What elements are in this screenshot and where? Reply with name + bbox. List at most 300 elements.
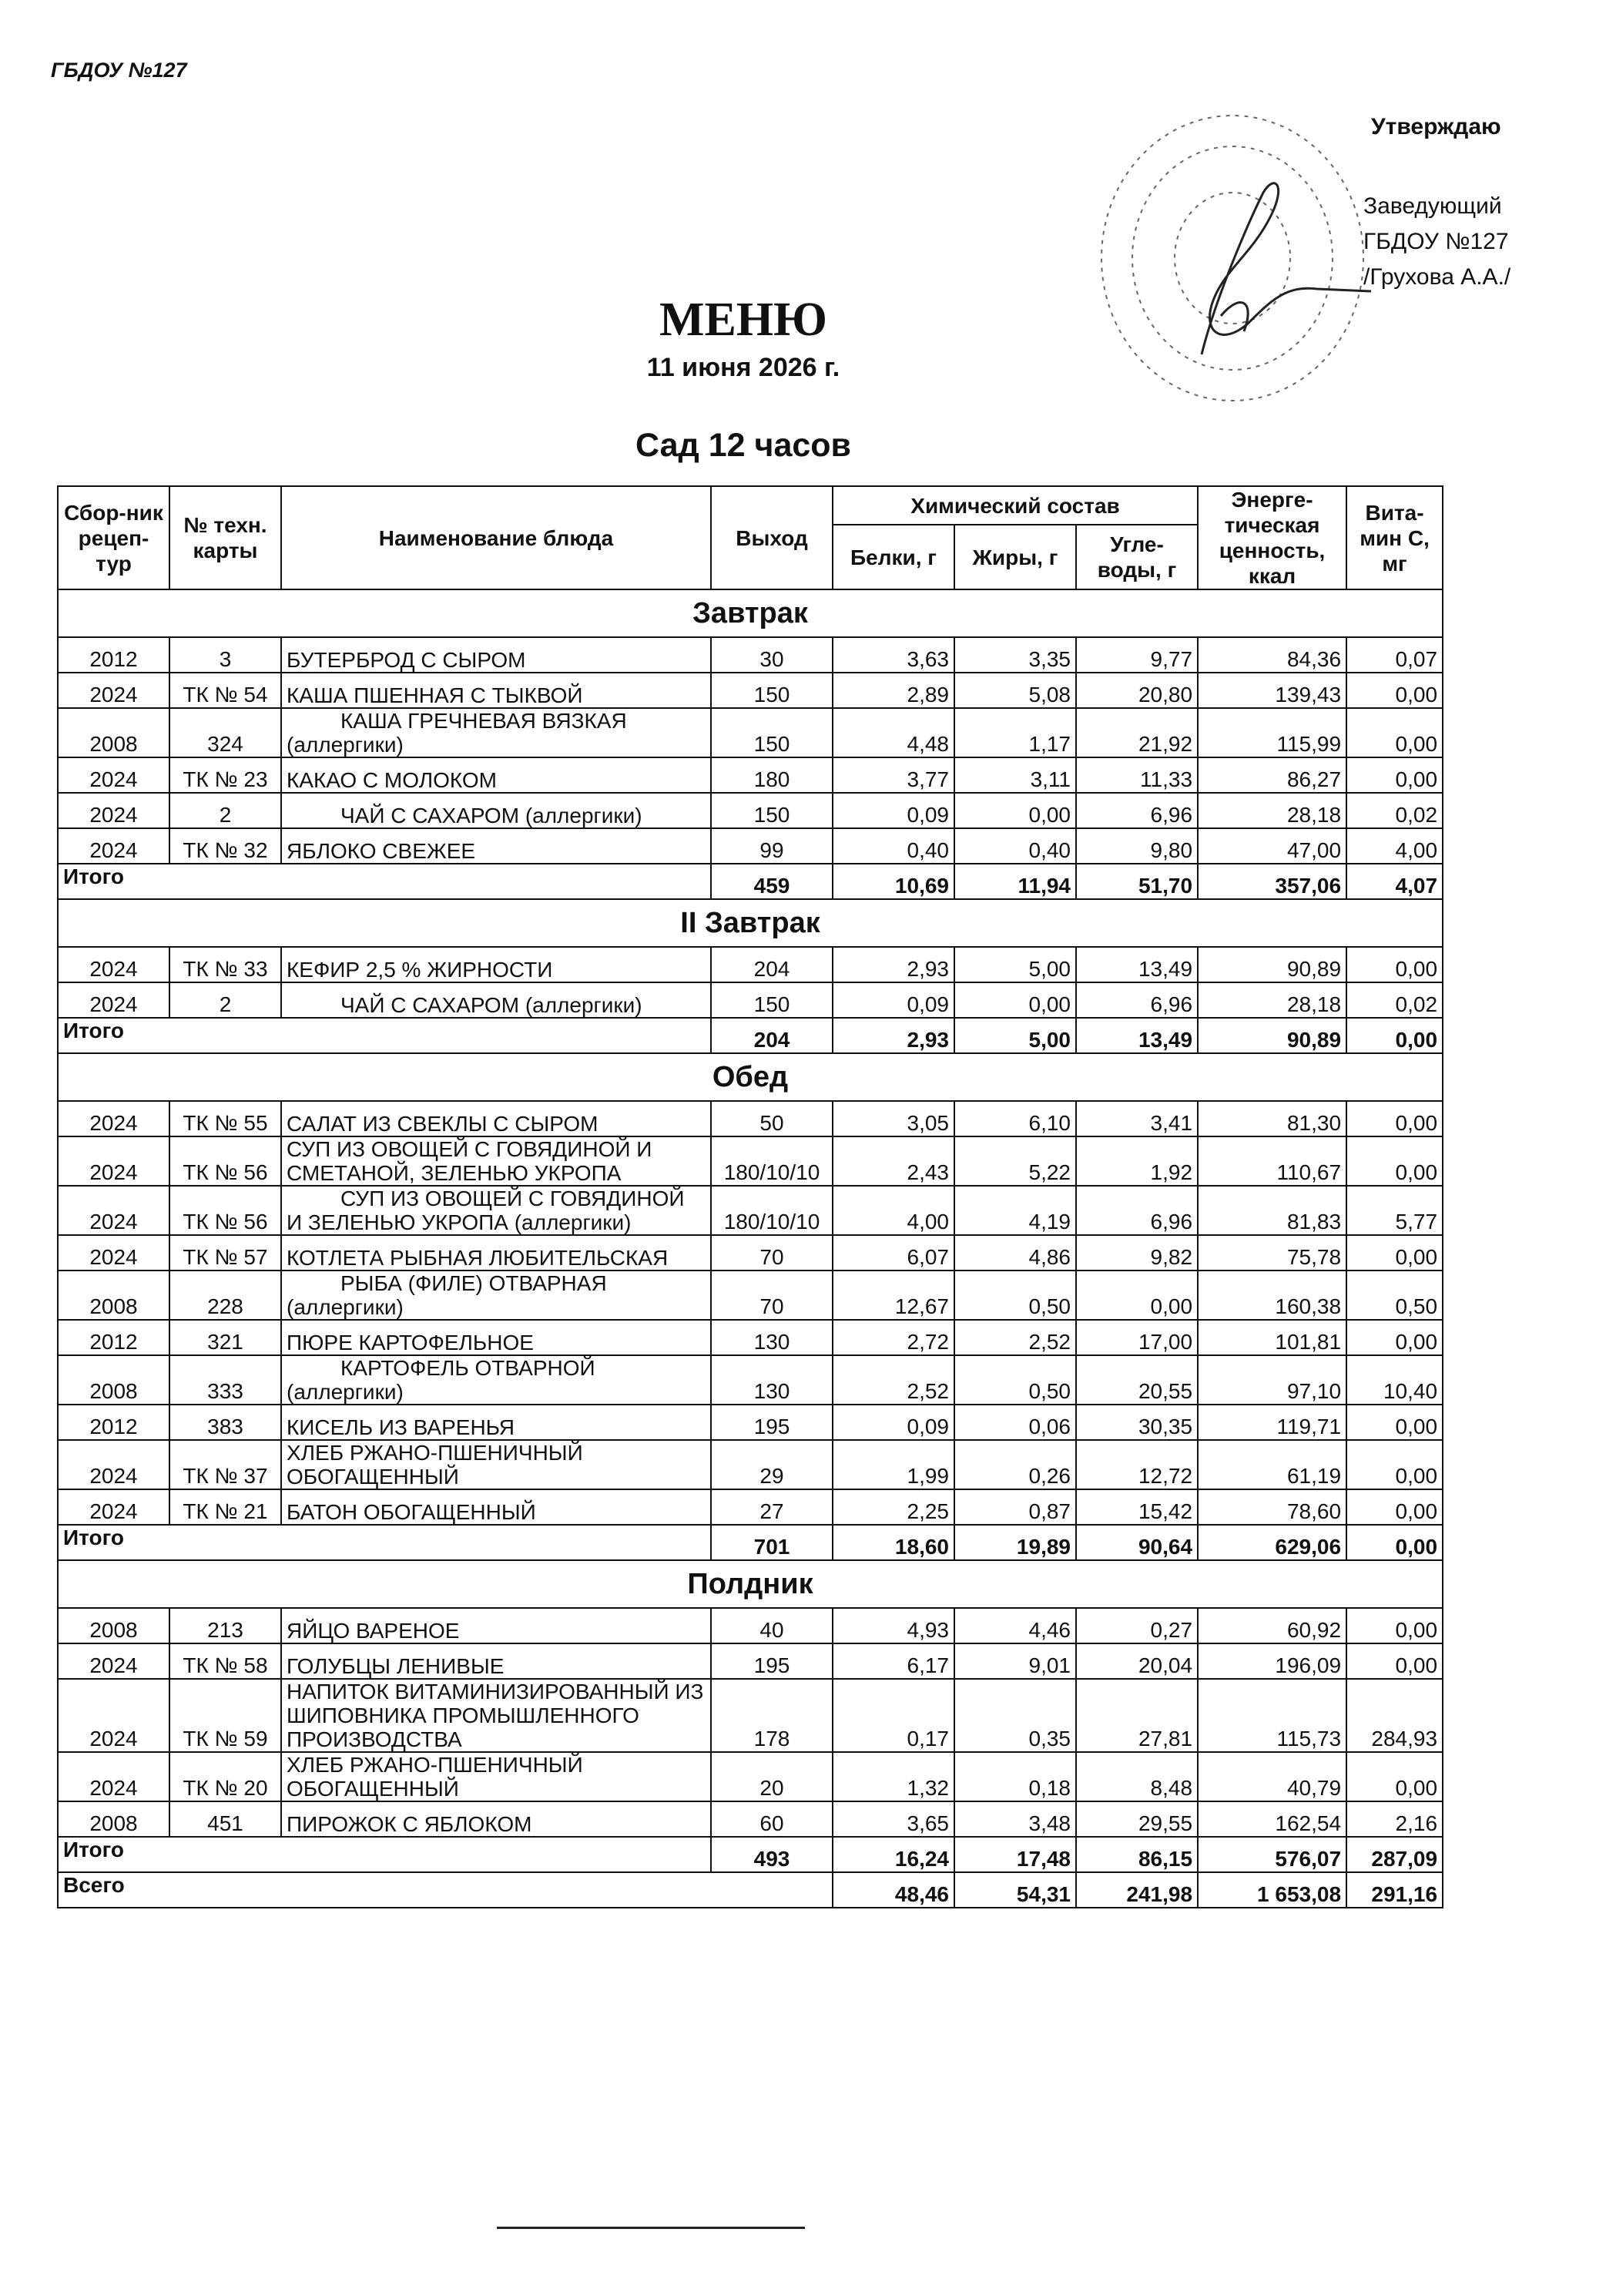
total-label: Итого <box>58 1525 281 1560</box>
dish-name: НАПИТОК ВИТАМИНИЗИРОВАННЫЙ ИЗ ШИПОВНИКА ПРОМЫШЛЕННОГО ПРОИЗВОДСТВА <box>281 1679 711 1752</box>
dish-yield: 180 <box>711 757 833 793</box>
dish-yield: 70 <box>711 1271 833 1320</box>
dish-protein: 3,63 <box>833 637 954 673</box>
dish-name: ГОЛУБЦЫ ЛЕНИВЫЕ <box>281 1643 711 1679</box>
dish-name: ЧАЙ С САХАРОМ (аллергики) <box>281 793 711 828</box>
dish-carbs: 20,04 <box>1076 1643 1198 1679</box>
dish-yield: 20 <box>711 1752 833 1801</box>
dish-row <box>58 828 1443 864</box>
dish-row <box>58 637 1443 673</box>
dish-protein: 2,93 <box>833 947 954 982</box>
dish-name: КАКАО С МОЛОКОМ <box>281 757 711 793</box>
total-vitamin-c: 0,00 <box>1346 1525 1443 1560</box>
dish-fat: 0,40 <box>954 828 1076 864</box>
col-vitamin-c: Вита-мин С, мг <box>1346 486 1443 589</box>
tech-card-number: ТК № 58 <box>169 1643 281 1679</box>
dish-energy: 75,78 <box>1198 1235 1346 1271</box>
dish-fat: 0,00 <box>954 793 1076 828</box>
dish-carbs: 11,33 <box>1076 757 1198 793</box>
dish-yield: 99 <box>711 828 833 864</box>
dish-name: КАРТОФЕЛЬ ОТВАРНОЙ (аллергики) <box>281 1355 711 1405</box>
tech-card-number: ТК № 54 <box>169 673 281 708</box>
dish-energy: 115,73 <box>1198 1679 1346 1752</box>
total-fat: 5,00 <box>954 1018 1076 1053</box>
total-energy: 357,06 <box>1198 864 1346 899</box>
dish-name: ЯБЛОКО СВЕЖЕЕ <box>281 828 711 864</box>
total-yield: 701 <box>711 1525 833 1560</box>
dish-energy: 47,00 <box>1198 828 1346 864</box>
dish-yield: 195 <box>711 1405 833 1440</box>
dish-protein: 3,65 <box>833 1801 954 1837</box>
dish-fat: 5,00 <box>954 947 1076 982</box>
col-carbs: Угле-воды, г <box>1076 525 1198 589</box>
approver-name: /Грухова А.А./ <box>1363 264 1511 290</box>
dish-protein: 2,89 <box>833 673 954 708</box>
dish-energy: 115,99 <box>1198 708 1346 757</box>
doc-date: 11 июня 2026 г. <box>646 353 840 382</box>
dish-carbs: 15,42 <box>1076 1489 1198 1525</box>
dish-fat: 0,06 <box>954 1405 1076 1440</box>
grand-total-spacer <box>281 1872 833 1908</box>
dish-energy: 160,38 <box>1198 1271 1346 1320</box>
dish-protein: 12,67 <box>833 1271 954 1320</box>
recipe-year: 2024 <box>58 1489 169 1525</box>
grand-total-label: Всего <box>58 1872 281 1908</box>
dish-protein: 0,09 <box>833 982 954 1018</box>
total-fat: 11,94 <box>954 864 1076 899</box>
total-label: Итого <box>58 1018 281 1053</box>
dish-row <box>58 1643 1443 1679</box>
section-total-row <box>58 864 1443 899</box>
dish-vitamin-c: 0,00 <box>1346 1136 1443 1186</box>
grand-total-row <box>58 1872 1443 1908</box>
dish-protein: 2,52 <box>833 1355 954 1405</box>
col-energy: Энерге-тическая ценность, ккал <box>1198 486 1346 589</box>
col-tech-card: № техн. карты <box>169 486 281 589</box>
total-carbs: 51,70 <box>1076 864 1198 899</box>
total-vitamin-c: 287,09 <box>1346 1837 1443 1872</box>
dish-row <box>58 708 1443 757</box>
tech-card-number: ТК № 32 <box>169 828 281 864</box>
dish-carbs: 12,72 <box>1076 1440 1198 1489</box>
dish-carbs: 27,81 <box>1076 1679 1198 1752</box>
recipe-year: 2024 <box>58 1752 169 1801</box>
dish-name: САЛАТ ИЗ СВЕКЛЫ С СЫРОМ <box>281 1101 711 1136</box>
grand-total-fat: 54,31 <box>954 1872 1076 1908</box>
tech-card-number: ТК № 37 <box>169 1440 281 1489</box>
approver-position: Заведующий <box>1363 193 1502 219</box>
dish-vitamin-c: 4,00 <box>1346 828 1443 864</box>
dish-carbs: 9,82 <box>1076 1235 1198 1271</box>
dish-fat: 4,86 <box>954 1235 1076 1271</box>
total-vitamin-c: 4,07 <box>1346 864 1443 899</box>
dish-energy: 90,89 <box>1198 947 1346 982</box>
dish-fat: 9,01 <box>954 1643 1076 1679</box>
dish-carbs: 30,35 <box>1076 1405 1198 1440</box>
total-spacer <box>281 864 711 899</box>
approver-org: ГБДОУ №127 <box>1363 229 1509 254</box>
dish-energy: 78,60 <box>1198 1489 1346 1525</box>
dish-row <box>58 1679 1443 1752</box>
dish-vitamin-c: 0,00 <box>1346 673 1443 708</box>
dish-row <box>58 1440 1443 1489</box>
dish-protein: 2,25 <box>833 1489 954 1525</box>
tech-card-number: ТК № 33 <box>169 947 281 982</box>
dish-fat: 3,11 <box>954 757 1076 793</box>
dish-fat: 2,52 <box>954 1320 1076 1355</box>
col-dish-name: Наименование блюда <box>281 486 711 589</box>
dish-name: КЕФИР 2,5 % ЖИРНОСТИ <box>281 947 711 982</box>
dish-yield: 150 <box>711 708 833 757</box>
dish-energy: 81,30 <box>1198 1101 1346 1136</box>
dish-fat: 4,46 <box>954 1608 1076 1643</box>
col-collection: Сбор-ник рецеп-тур <box>58 486 169 589</box>
dish-vitamin-c: 0,07 <box>1346 637 1443 673</box>
dish-row <box>58 947 1443 982</box>
dish-row <box>58 982 1443 1018</box>
dish-fat: 4,19 <box>954 1186 1076 1235</box>
dish-energy: 196,09 <box>1198 1643 1346 1679</box>
org-name: ГБДОУ №127 <box>51 59 187 82</box>
dish-vitamin-c: 0,00 <box>1346 1405 1443 1440</box>
recipe-year: 2008 <box>58 1608 169 1643</box>
dish-row <box>58 1136 1443 1186</box>
dish-vitamin-c: 0,00 <box>1346 1101 1443 1136</box>
dish-yield: 150 <box>711 673 833 708</box>
recipe-year: 2024 <box>58 1643 169 1679</box>
dish-energy: 84,36 <box>1198 637 1346 673</box>
section-header-row <box>58 1053 1443 1101</box>
tech-card-number: ТК № 21 <box>169 1489 281 1525</box>
recipe-year: 2024 <box>58 828 169 864</box>
section-total-row <box>58 1525 1443 1560</box>
total-yield: 493 <box>711 1837 833 1872</box>
dish-energy: 101,81 <box>1198 1320 1346 1355</box>
dish-name: СУП ИЗ ОВОЩЕЙ С ГОВЯДИНОЙ И СМЕТАНОЙ, ЗЕЛЕНЬЮ УКРОПА <box>281 1136 711 1186</box>
dish-yield: 180/10/10 <box>711 1186 833 1235</box>
total-yield: 459 <box>711 864 833 899</box>
dish-yield: 29 <box>711 1440 833 1489</box>
dish-fat: 0,87 <box>954 1489 1076 1525</box>
grand-total-energy: 1 653,08 <box>1198 1872 1346 1908</box>
dish-carbs: 6,96 <box>1076 1186 1198 1235</box>
doc-group: Сад 12 часов <box>635 427 851 464</box>
dish-carbs: 1,92 <box>1076 1136 1198 1186</box>
dish-protein: 2,43 <box>833 1136 954 1186</box>
dish-protein: 0,40 <box>833 828 954 864</box>
total-label: Итого <box>58 864 281 899</box>
dish-protein: 3,05 <box>833 1101 954 1136</box>
dish-row <box>58 1801 1443 1837</box>
dish-carbs: 6,96 <box>1076 982 1198 1018</box>
dish-protein: 2,72 <box>833 1320 954 1355</box>
section-header-row <box>58 1560 1443 1608</box>
dish-vitamin-c: 284,93 <box>1346 1679 1443 1752</box>
dish-vitamin-c: 2,16 <box>1346 1801 1443 1837</box>
approve-label: Утверждаю <box>1371 114 1501 139</box>
dish-vitamin-c: 0,00 <box>1346 708 1443 757</box>
dish-yield: 130 <box>711 1355 833 1405</box>
total-fat: 19,89 <box>954 1525 1076 1560</box>
dish-protein: 4,93 <box>833 1608 954 1643</box>
dish-row <box>58 1752 1443 1801</box>
dish-fat: 3,35 <box>954 637 1076 673</box>
total-spacer <box>281 1837 711 1872</box>
tech-card-number: ТК № 56 <box>169 1186 281 1235</box>
section-title: Завтрак <box>58 589 1443 637</box>
dish-carbs: 20,80 <box>1076 673 1198 708</box>
dish-carbs: 21,92 <box>1076 708 1198 757</box>
dish-yield: 30 <box>711 637 833 673</box>
dish-fat: 0,50 <box>954 1355 1076 1405</box>
recipe-year: 2024 <box>58 793 169 828</box>
total-energy: 576,07 <box>1198 1837 1346 1872</box>
dish-energy: 28,18 <box>1198 793 1346 828</box>
tech-card-number: 2 <box>169 982 281 1018</box>
tech-card-number: 383 <box>169 1405 281 1440</box>
dish-yield: 180/10/10 <box>711 1136 833 1186</box>
dish-fat: 1,17 <box>954 708 1076 757</box>
dish-row <box>58 1608 1443 1643</box>
total-protein: 10,69 <box>833 864 954 899</box>
total-yield: 204 <box>711 1018 833 1053</box>
recipe-year: 2012 <box>58 637 169 673</box>
tech-card-number: 451 <box>169 1801 281 1837</box>
dish-row <box>58 1235 1443 1271</box>
dish-yield: 40 <box>711 1608 833 1643</box>
dish-vitamin-c: 0,00 <box>1346 757 1443 793</box>
dish-name: КОТЛЕТА РЫБНАЯ ЛЮБИТЕЛЬСКАЯ <box>281 1235 711 1271</box>
dish-carbs: 20,55 <box>1076 1355 1198 1405</box>
tech-card-number: 321 <box>169 1320 281 1355</box>
dish-fat: 6,10 <box>954 1101 1076 1136</box>
recipe-year: 2012 <box>58 1405 169 1440</box>
dish-name: КАША ПШЕННАЯ С ТЫКВОЙ <box>281 673 711 708</box>
section-header-row <box>58 589 1443 637</box>
dish-row <box>58 793 1443 828</box>
dish-protein: 0,17 <box>833 1679 954 1752</box>
tech-card-number: 213 <box>169 1608 281 1643</box>
dish-energy: 28,18 <box>1198 982 1346 1018</box>
dish-vitamin-c: 0,00 <box>1346 947 1443 982</box>
grand-total-vitamin-c: 291,16 <box>1346 1872 1443 1908</box>
dish-vitamin-c: 0,00 <box>1346 1643 1443 1679</box>
dish-yield: 27 <box>711 1489 833 1525</box>
total-energy: 629,06 <box>1198 1525 1346 1560</box>
dish-protein: 4,48 <box>833 708 954 757</box>
dish-vitamin-c: 0,00 <box>1346 1320 1443 1355</box>
dish-fat: 0,26 <box>954 1440 1076 1489</box>
dish-name: ПЮРЕ КАРТОФЕЛЬНОЕ <box>281 1320 711 1355</box>
col-protein: Белки, г <box>833 525 954 589</box>
dish-fat: 3,48 <box>954 1801 1076 1837</box>
dish-carbs: 6,96 <box>1076 793 1198 828</box>
recipe-year: 2008 <box>58 1271 169 1320</box>
section-total-row <box>58 1837 1443 1872</box>
dish-protein: 4,00 <box>833 1186 954 1235</box>
approver-block <box>1363 189 1510 295</box>
col-yield: Выход <box>711 486 833 589</box>
dish-row <box>58 1101 1443 1136</box>
dish-row <box>58 1186 1443 1235</box>
dish-name: ЯЙЦО ВАРЕНОЕ <box>281 1608 711 1643</box>
dish-vitamin-c: 10,40 <box>1346 1355 1443 1405</box>
dish-energy: 61,19 <box>1198 1440 1346 1489</box>
dish-vitamin-c: 5,77 <box>1346 1186 1443 1235</box>
section-title: Обед <box>58 1053 1443 1101</box>
dish-fat: 0,50 <box>954 1271 1076 1320</box>
tech-card-number: ТК № 57 <box>169 1235 281 1271</box>
tech-card-number: ТК № 59 <box>169 1679 281 1752</box>
dish-yield: 178 <box>711 1679 833 1752</box>
total-energy: 90,89 <box>1198 1018 1346 1053</box>
dish-vitamin-c: 0,02 <box>1346 793 1443 828</box>
dish-row <box>58 1355 1443 1405</box>
dish-fat: 0,00 <box>954 982 1076 1018</box>
recipe-year: 2024 <box>58 1101 169 1136</box>
dish-row <box>58 1271 1443 1320</box>
section-total-row <box>58 1018 1443 1053</box>
dish-energy: 119,71 <box>1198 1405 1346 1440</box>
dish-protein: 6,17 <box>833 1643 954 1679</box>
dish-row <box>58 673 1443 708</box>
dish-fat: 0,35 <box>954 1679 1076 1752</box>
dish-yield: 130 <box>711 1320 833 1355</box>
signature-line <box>497 2227 805 2229</box>
dish-vitamin-c: 0,00 <box>1346 1489 1443 1525</box>
dish-vitamin-c: 0,50 <box>1346 1271 1443 1320</box>
recipe-year: 2012 <box>58 1320 169 1355</box>
dish-protein: 3,77 <box>833 757 954 793</box>
total-spacer <box>281 1525 711 1560</box>
col-chem-composition: Химический состав <box>833 486 1198 525</box>
total-protein: 18,60 <box>833 1525 954 1560</box>
recipe-year: 2024 <box>58 1679 169 1752</box>
recipe-year: 2008 <box>58 1801 169 1837</box>
dish-carbs: 9,80 <box>1076 828 1198 864</box>
menu-table-body <box>58 589 1443 1908</box>
dish-protein: 0,09 <box>833 793 954 828</box>
dish-energy: 86,27 <box>1198 757 1346 793</box>
dish-yield: 50 <box>711 1101 833 1136</box>
dish-fat: 5,08 <box>954 673 1076 708</box>
grand-total-carbs: 241,98 <box>1076 1872 1198 1908</box>
section-header-row <box>58 899 1443 947</box>
dish-carbs: 17,00 <box>1076 1320 1198 1355</box>
dish-name: ХЛЕБ РЖАНО-ПШЕНИЧНЫЙ ОБОГАЩЕННЫЙ <box>281 1752 711 1801</box>
dish-protein: 1,99 <box>833 1440 954 1489</box>
section-title: II Завтрак <box>58 899 1443 947</box>
dish-carbs: 9,77 <box>1076 637 1198 673</box>
recipe-year: 2024 <box>58 757 169 793</box>
col-fat: Жиры, г <box>954 525 1076 589</box>
dish-name: КИСЕЛЬ ИЗ ВАРЕНЬЯ <box>281 1405 711 1440</box>
dish-vitamin-c: 0,02 <box>1346 982 1443 1018</box>
tech-card-number: 3 <box>169 637 281 673</box>
dish-protein: 0,09 <box>833 1405 954 1440</box>
dish-yield: 204 <box>711 947 833 982</box>
dish-row <box>58 757 1443 793</box>
dish-energy: 81,83 <box>1198 1186 1346 1235</box>
recipe-year: 2024 <box>58 1235 169 1271</box>
recipe-year: 2024 <box>58 1440 169 1489</box>
dish-name: ЧАЙ С САХАРОМ (аллергики) <box>281 982 711 1018</box>
dish-protein: 1,32 <box>833 1752 954 1801</box>
dish-vitamin-c: 0,00 <box>1346 1608 1443 1643</box>
section-title: Полдник <box>58 1560 1443 1608</box>
dish-yield: 150 <box>711 982 833 1018</box>
menu-table <box>57 485 1443 1908</box>
total-carbs: 13,49 <box>1076 1018 1198 1053</box>
tech-card-number: ТК № 20 <box>169 1752 281 1801</box>
dish-carbs: 13,49 <box>1076 947 1198 982</box>
tech-card-number: 2 <box>169 793 281 828</box>
dish-carbs: 0,00 <box>1076 1271 1198 1320</box>
dish-name: СУП ИЗ ОВОЩЕЙ С ГОВЯДИНОЙ И ЗЕЛЕНЬЮ УКРОПА (аллергики) <box>281 1186 711 1235</box>
tech-card-number: 333 <box>169 1355 281 1405</box>
total-protein: 16,24 <box>833 1837 954 1872</box>
dish-fat: 5,22 <box>954 1136 1076 1186</box>
dish-yield: 70 <box>711 1235 833 1271</box>
recipe-year: 2024 <box>58 1136 169 1186</box>
dish-fat: 0,18 <box>954 1752 1076 1801</box>
recipe-year: 2024 <box>58 947 169 982</box>
dish-row <box>58 1405 1443 1440</box>
recipe-year: 2008 <box>58 708 169 757</box>
dish-yield: 60 <box>711 1801 833 1837</box>
dish-energy: 139,43 <box>1198 673 1346 708</box>
dish-yield: 195 <box>711 1643 833 1679</box>
dish-energy: 110,67 <box>1198 1136 1346 1186</box>
dish-row <box>58 1489 1443 1525</box>
total-spacer <box>281 1018 711 1053</box>
recipe-year: 2024 <box>58 982 169 1018</box>
tech-card-number: ТК № 23 <box>169 757 281 793</box>
dish-energy: 97,10 <box>1198 1355 1346 1405</box>
tech-card-number: ТК № 56 <box>169 1136 281 1186</box>
dish-vitamin-c: 0,00 <box>1346 1235 1443 1271</box>
dish-vitamin-c: 0,00 <box>1346 1440 1443 1489</box>
dish-vitamin-c: 0,00 <box>1346 1752 1443 1801</box>
dish-name: БАТОН ОБОГАЩЕННЫЙ <box>281 1489 711 1525</box>
total-fat: 17,48 <box>954 1837 1076 1872</box>
recipe-year: 2008 <box>58 1355 169 1405</box>
total-label: Итого <box>58 1837 281 1872</box>
recipe-year: 2024 <box>58 1186 169 1235</box>
dish-name: БУТЕРБРОД С СЫРОМ <box>281 637 711 673</box>
doc-title: МЕНЮ <box>659 294 827 346</box>
dish-name: ХЛЕБ РЖАНО-ПШЕНИЧНЫЙ ОБОГАЩЕННЫЙ <box>281 1440 711 1489</box>
dish-energy: 60,92 <box>1198 1608 1346 1643</box>
dish-name: КАША ГРЕЧНЕВАЯ ВЯЗКАЯ (аллергики) <box>281 708 711 757</box>
tech-card-number: 324 <box>169 708 281 757</box>
total-carbs: 86,15 <box>1076 1837 1198 1872</box>
dish-name: РЫБА (ФИЛЕ) ОТВАРНАЯ (аллергики) <box>281 1271 711 1320</box>
dish-protein: 6,07 <box>833 1235 954 1271</box>
total-carbs: 90,64 <box>1076 1525 1198 1560</box>
grand-total-protein: 48,46 <box>833 1872 954 1908</box>
dish-carbs: 29,55 <box>1076 1801 1198 1837</box>
dish-row <box>58 1320 1443 1355</box>
tech-card-number: 228 <box>169 1271 281 1320</box>
dish-energy: 40,79 <box>1198 1752 1346 1801</box>
total-vitamin-c: 0,00 <box>1346 1018 1443 1053</box>
dish-carbs: 0,27 <box>1076 1608 1198 1643</box>
dish-name: ПИРОЖОК С ЯБЛОКОМ <box>281 1801 711 1837</box>
dish-energy: 162,54 <box>1198 1801 1346 1837</box>
dish-carbs: 8,48 <box>1076 1752 1198 1801</box>
dish-carbs: 3,41 <box>1076 1101 1198 1136</box>
